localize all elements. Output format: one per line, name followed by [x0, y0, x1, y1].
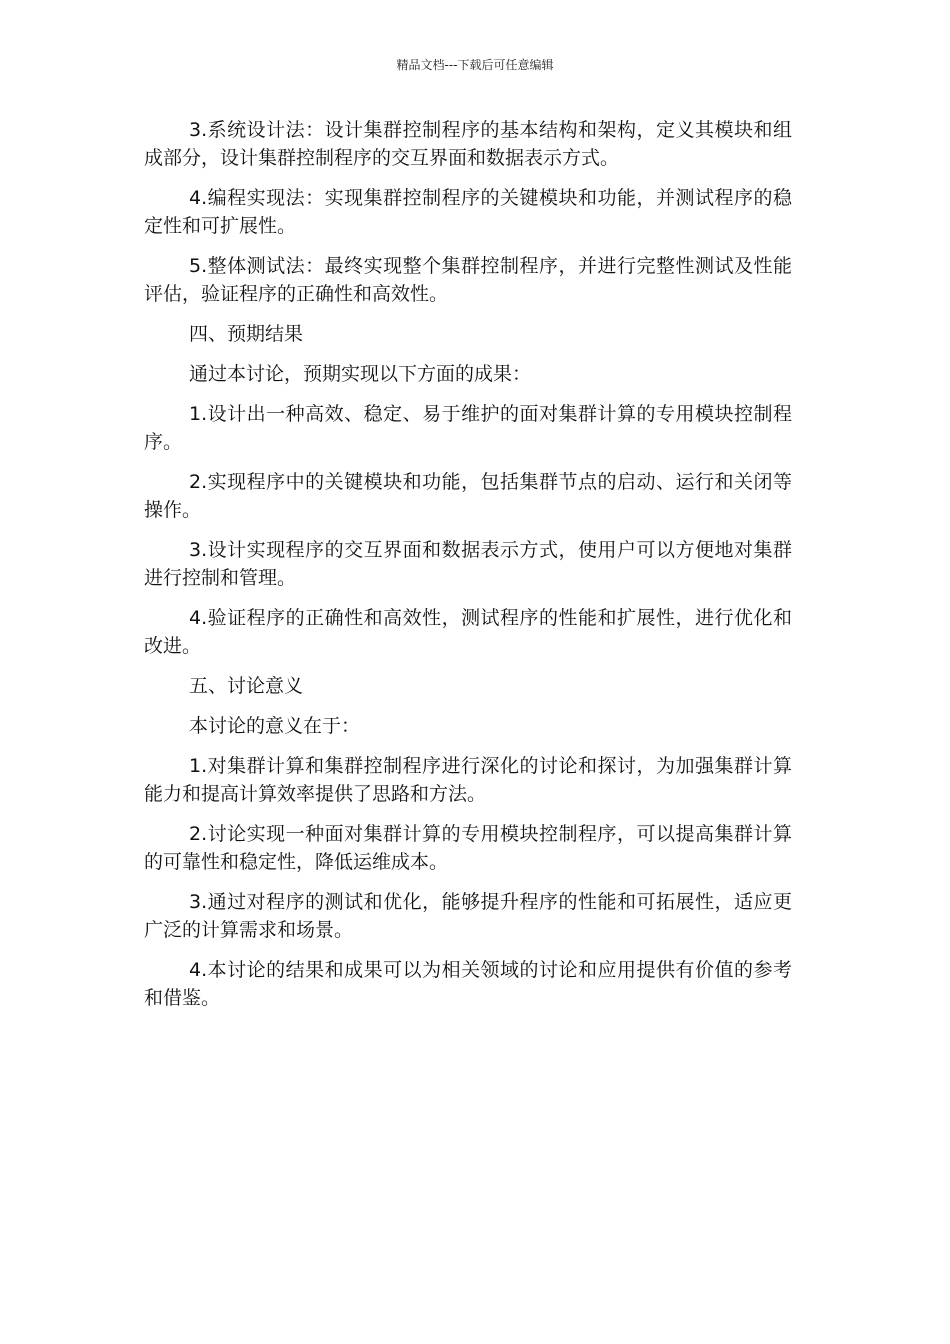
paragraph-result-3: 3.设计实现程序的交互界面和数据表示方式，使用户可以方便地对集群进行控制和管理。	[144, 539, 792, 589]
paragraph-result-4: 4.验证程序的正确性和高效性，测试程序的性能和扩展性，进行优化和改进。	[144, 607, 792, 657]
page-header: 精品文档---下载后可任意编辑	[396, 58, 554, 72]
paragraph-significance-1: 1.对集群计算和集群控制程序进行深化的讨论和探讨，为加强集群计算能力和提高计算效率提供了思路和方法。	[144, 755, 792, 805]
paragraph-result-1: 1.设计出一种高效、稳定、易于维护的面对集群计算的专用模块控制程序。	[144, 403, 792, 453]
paragraph-significance-intro: 本讨论的意义在于：	[189, 715, 361, 737]
paragraph-significance-4: 4.本讨论的结果和成果可以为相关领域的讨论和应用提供有价值的参考和借鉴。	[144, 959, 792, 1009]
section-heading-significance: 五、讨论意义	[189, 675, 304, 697]
paragraph-result-2: 2.实现程序中的关键模块和功能，包括集群节点的启动、运行和关闭等操作。	[144, 471, 792, 521]
paragraph-method-3: 3.系统设计法：设计集群控制程序的基本结构和架构，定义其模块和组成部分，设计集群控制程序的交互界面和数据表示方式。	[144, 119, 792, 169]
paragraph-significance-2: 2.讨论实现一种面对集群计算的专用模块控制程序，可以提高集群计算的可靠性和稳定性，降低运维成本。	[144, 823, 792, 873]
section-heading-expected-results: 四、预期结果	[189, 323, 304, 345]
paragraph-results-intro: 通过本讨论，预期实现以下方面的成果：	[189, 363, 532, 385]
paragraph-method-4: 4.编程实现法：实现集群控制程序的关键模块和功能，并测试程序的稳定性和可扩展性。	[144, 187, 792, 237]
paragraph-method-5: 5.整体测试法：最终实现整个集群控制程序，并进行完整性测试及性能评估，验证程序的正确性和高效性。	[144, 255, 792, 305]
paragraph-significance-3: 3.通过对程序的测试和优化，能够提升程序的性能和可拓展性，适应更广泛的计算需求和场景。	[144, 891, 792, 941]
document-body	[144, 116, 792, 1024]
